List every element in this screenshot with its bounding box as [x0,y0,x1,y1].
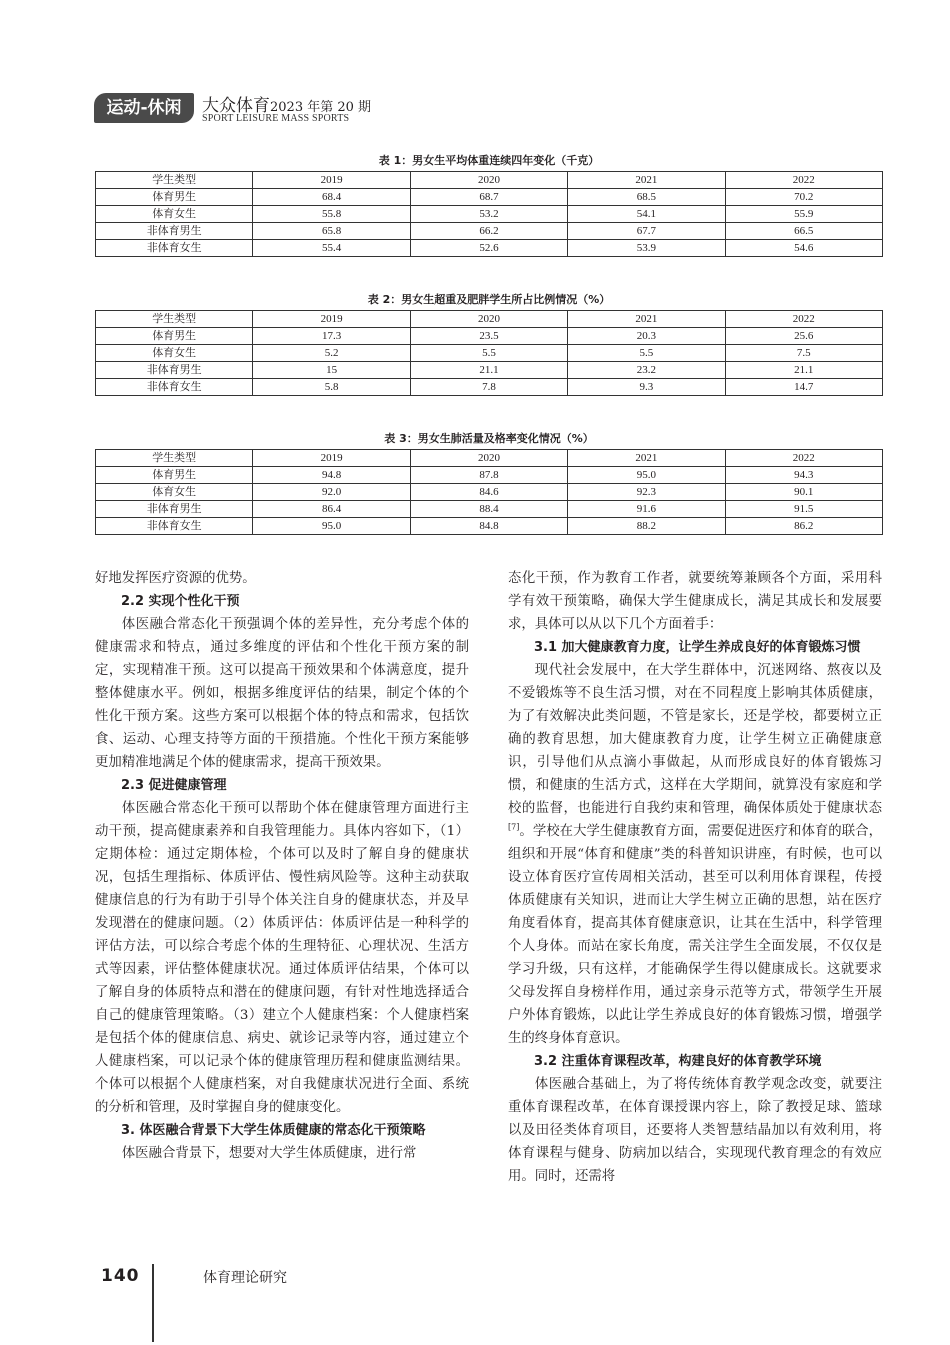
table-cell: 21.1 [725,362,882,379]
table-cell: 88.4 [410,501,567,518]
table-cell: 54.1 [568,206,725,223]
table-cell: 66.2 [410,223,567,240]
table-cell: 84.6 [410,484,567,501]
table-cell: 体育男生 [96,467,253,484]
table-cell: 非体育女生 [96,240,253,257]
table-cell: 7.8 [410,379,567,396]
section-heading: 3.1 加大健康教育力度，让学生养成良好的体育锻炼习惯 [534,640,861,655]
table-cell: 体育女生 [96,484,253,501]
body-paragraph: 态化干预，作为教育工作者，就要统筹兼顾各个方面，采用科学有效干预策略，确保大学生健康成长，满足其成长和发展要求，具体可以从以下几个方面着手： [508,571,882,632]
table-cell: 95.0 [253,518,410,535]
table-cell: 非体育男生 [96,362,253,379]
table-header-cell: 2021 [568,311,725,328]
body-paragraph: 好地发挥医疗资源的优势。 [95,571,256,586]
table-cell: 52.6 [410,240,567,257]
table-cell: 55.8 [253,206,410,223]
table-header-cell: 学生类型 [96,450,253,467]
table-row [96,484,883,501]
table-cell: 体育男生 [96,328,253,345]
section-heading: 2.3 促进健康管理 [121,778,227,793]
section-heading: 3. 体医融合背景下大学生体质健康的常态化干预策略 [121,1123,426,1138]
table-header-cell: 2021 [568,172,725,189]
magazine-name: 大众体育 [202,96,270,116]
table-cell: 5.2 [253,345,410,362]
page-footer [95,1262,495,1345]
table-3-caption: 表 3：男女生肺活量及格率变化情况（%） [384,432,594,445]
body-paragraph: 体医融合背景下，想要对大学生体质健康，进行常 [121,1146,417,1161]
issue-number: 2023 年第 20 期 [270,100,372,115]
table-cell: 68.7 [410,189,567,206]
body-paragraph [508,659,882,1050]
table-cell: 90.1 [725,484,882,501]
table-header-cell: 2022 [725,311,882,328]
section-heading: 2.2 实现个性化干预 [121,594,240,609]
magazine-subtitle: SPORT LEISURE MASS SPORTS [202,113,350,124]
table-header-cell: 2020 [410,311,567,328]
table-header-cell: 2020 [410,450,567,467]
table-cell: 94.3 [725,467,882,484]
table-cell: 53.9 [568,240,725,257]
table-cell: 54.6 [725,240,882,257]
table-cell: 21.1 [410,362,567,379]
table-cell: 5.5 [568,345,725,362]
table-cell: 20.3 [568,328,725,345]
table-cell: 84.8 [410,518,567,535]
body-paragraph: 体医融合基础上，为了将传统体育教学观念改变，就要注重体育课程改革，在体育课授课内容上，除了教授足球、篮球以及田径类体育项目，还要将人类智慧结晶加以有效利用，将体育课程与健身、防病加以结合，实现现代教育理念的有效应用。同时，还需将 [508,1077,882,1184]
citation: [7] [508,822,520,832]
table-cell: 86.2 [725,518,882,535]
table-header-row [96,311,883,328]
table-cell: 7.5 [725,345,882,362]
right-column [508,567,882,1188]
table-header-cell: 2022 [725,450,882,467]
table-cell: 95.0 [568,467,725,484]
footer-divider [152,1264,154,1342]
footer-section: 体育理论研究 [203,1270,287,1286]
table-cell: 86.4 [253,501,410,518]
section-badge: 运动-休闲 [94,93,194,123]
table-1 [95,171,883,257]
table-row [96,328,883,345]
table-3 [95,449,883,535]
body-paragraph: 体医融合常态化干预强调个体的差异性，充分考虑个体的健康需求和特点，通过多维度的评估和个性化干预方案的制定，实现精准干预。这可以提高干预效果和个体满意度，提升整体健康水平。例如，根据多维度评估的结果，制定个体的个性化干预方案。这些方案可以根据个体的特点和需求，包括饮食、运动、心理支持等方面的干预措施。个性化干预方案能够更加精准地满足个体的健康需求，提高干预效果。 [95,617,469,770]
table-header-cell: 2019 [253,311,410,328]
table-cell: 67.7 [568,223,725,240]
body-paragraph: 体医融合常态化干预可以帮助个体在健康管理方面进行主动干预，提高健康素养和自我管理能力。具体内容如下，（1）定期体检：通过定期体检，个体可以及时了解自身的健康状况，包括生理指标、体质评估、慢性病风险等。这种主动获取健康信息的行为有助于引导个体关注自身的健康状态，并及早发现潜在的健康问题。（2）体质评估：体质评估是一种科学的评估方法，可以综合考虑个体的生理特征、心理状况、生活方式等因素，评估整体健康状况。通过体质评估结果，个体可以了解自身的体质特点和潜在的健康问题，有针对性地选择适合自己的健康管理策略。（3）建立个人健康档案：个人健康档案是包括个体的健康信息、病史、就诊记录等内容，通过建立个人健康档案，可以记录个体的健康管理历程和健康监测结果。个体可以根据个人健康档案，对自我健康状况进行全面、系统的分析和管理，及时掌握自身的健康变化。 [95,801,469,1115]
table-row [96,467,883,484]
table-cell: 68.5 [568,189,725,206]
table-row [96,362,883,379]
table-cell: 非体育女生 [96,379,253,396]
table-cell: 23.2 [568,362,725,379]
table-cell: 5.5 [410,345,567,362]
table-cell: 55.4 [253,240,410,257]
table-header-cell: 学生类型 [96,172,253,189]
table-cell: 17.3 [253,328,410,345]
table-row [96,223,883,240]
table-row [96,379,883,396]
table-cell: 25.6 [725,328,882,345]
table-2 [95,310,883,396]
table-header-cell: 学生类型 [96,311,253,328]
table-cell: 55.9 [725,206,882,223]
table-cell: 92.3 [568,484,725,501]
table-row [96,189,883,206]
table-header-cell: 2021 [568,450,725,467]
left-column [95,567,469,1165]
table-header-row [96,172,883,189]
table-cell: 65.8 [253,223,410,240]
table-cell: 68.4 [253,189,410,206]
table-1-caption: 表 1：男女生平均体重连续四年变化（千克） [378,154,600,167]
section-heading: 3.2 注重体育课程改革，构建良好的体育教学环境 [534,1054,822,1069]
page-number: 140 [101,1266,140,1286]
table-cell: 23.5 [410,328,567,345]
table-header-cell: 2019 [253,172,410,189]
table-cell: 体育女生 [96,345,253,362]
paragraph-text: 现代社会发展中，在大学生群体中，沉迷网络、熬夜以及不爱锻炼等不良生活习惯，对在不同程度上影响其体质健康，为了有效解决此类问题，不管是家长，还是学校，都要树立正确的教育思想，加大健康教育力度，让学生树立正确健康意识，引导他们从点滴小事做起，从而形成良好的体育锻炼习惯，和健康的生活方式，这样在大学期间，就算没有家庭和学校的监督，也能进行自我约束和管理，确保体质处于健康状态 [508,663,882,816]
table-row [96,240,883,257]
table-header-cell: 2019 [253,450,410,467]
table-cell: 非体育男生 [96,223,253,240]
table-row [96,501,883,518]
table-header-row [96,450,883,467]
table-cell: 94.8 [253,467,410,484]
table-header-cell: 2022 [725,172,882,189]
table-row [96,345,883,362]
table-cell: 87.8 [410,467,567,484]
table-cell: 14.7 [725,379,882,396]
table-cell: 非体育男生 [96,501,253,518]
table-cell: 9.3 [568,379,725,396]
table-cell: 91.6 [568,501,725,518]
table-header-cell: 2020 [410,172,567,189]
table-cell: 70.2 [725,189,882,206]
table-row [96,518,883,535]
table-cell: 非体育女生 [96,518,253,535]
paragraph-text: 。学校在大学生健康教育方面，需要促进医疗和体育的联合，组织和开展“体育和健康”类的科普知识讲座，有时候，也可以设立体育医疗宣传周相关活动，甚至可以利用体育课程，传授体质健康有关知识，进而让大学生树立正确的思想，站在医疗角度看体育，提高其体育健康意识，让其在生活中，科学管理个人身体。而站在家长角度，需关注学生全面发展，不仅仅是学习升级，只有这样，才能确保学生得以健康成长。这就要求父母发挥自身榜样作用，通过亲身示范等方式，带领学生开展户外体育锻炼，以此让学生养成良好的体育锻炼习惯，增强学生的终身体育意识。 [508,824,882,1046]
table-cell: 5.8 [253,379,410,396]
table-cell: 91.5 [725,501,882,518]
table-2-caption: 表 2：男女生超重及肥胖学生所占比例情况（%） [367,293,611,306]
table-cell: 体育男生 [96,189,253,206]
table-cell: 53.2 [410,206,567,223]
table-cell: 88.2 [568,518,725,535]
table-cell: 15 [253,362,410,379]
table-cell: 92.0 [253,484,410,501]
table-row [96,206,883,223]
table-cell: 体育女生 [96,206,253,223]
table-cell: 66.5 [725,223,882,240]
